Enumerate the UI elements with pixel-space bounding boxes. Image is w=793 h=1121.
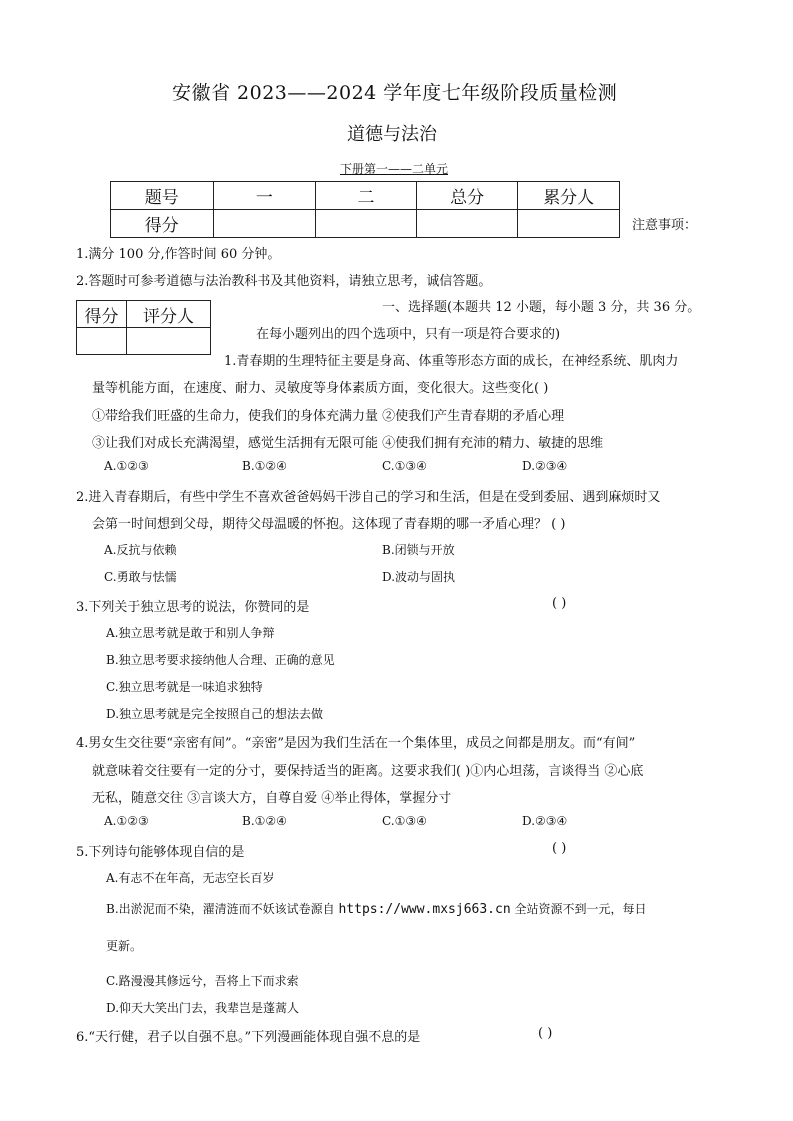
question-5-option-b-text: B.出淤泥而不染，濯清涟而不妖该试卷源自	[106, 902, 335, 916]
question-5-bracket: ( )	[552, 841, 567, 856]
question-3-option-a[interactable]: A.独立思考就是敢于和别人争辩	[106, 626, 275, 640]
score-cell: 得分	[111, 210, 214, 238]
section-heading: 一、选择题(本题共 12 小题，每小题 3 分，共 36 分。	[382, 300, 701, 315]
grader-table	[76, 300, 211, 355]
score-cell	[213, 210, 316, 238]
question-5-option-b[interactable]	[106, 900, 647, 917]
question-5-option-b-continued: 更新。	[106, 939, 143, 953]
question-3-option-d[interactable]: D.独立思考就是完全按照自己的想法去做	[106, 707, 324, 721]
notes-label: 注意事项：	[632, 218, 698, 233]
score-cell: 二	[316, 182, 417, 210]
score-table	[110, 181, 620, 238]
score-cell: 总分	[416, 182, 518, 210]
question-3-bracket: ( )	[552, 596, 567, 611]
score-cell	[316, 210, 417, 238]
grader-name-cell	[127, 328, 211, 355]
question-5-option-d[interactable]: D.仰天大笑出门去，我辈岂是蓬蒿人	[106, 1001, 300, 1015]
grader-score-cell	[77, 328, 127, 355]
question-1-option-b[interactable]: B.①②④	[242, 459, 287, 473]
question-2-option-b[interactable]: B.闭锁与开放	[382, 543, 455, 557]
score-table-score-row	[111, 210, 620, 238]
question-4-option-b[interactable]: B.①②④	[242, 814, 287, 828]
question-1-line: 量等机能方面，在速度、耐力、灵敏度等身体素质方面，变化很大。这些变化( )	[92, 381, 549, 396]
score-cell: 累分人	[518, 182, 620, 210]
question-5-stem: 5.下列诗句能够体现自信的是	[76, 845, 245, 860]
subject-title: 道德与法治	[347, 124, 437, 145]
question-1-option-c[interactable]: C.①③④	[382, 459, 427, 473]
score-cell: 题号	[111, 182, 214, 210]
source-note: 全站资源不到一元，每日	[514, 902, 647, 916]
question-1-statement: ①带给我们旺盛的生命力，使我们的身体充满力量 ②使我们产生青春期的矛盾心理	[92, 409, 565, 424]
question-2-option-d[interactable]: D.波动与固执	[382, 570, 456, 584]
exam-title: 安徽省 2023——2024 学年度七年级阶段质量检测	[172, 82, 618, 104]
question-3-option-c[interactable]: C.独立思考就是一味追求独特	[106, 680, 263, 694]
question-4-line: 无私，随意交往 ③言谈大方，自尊自爱 ④举止得体，掌握分寸	[92, 791, 452, 806]
question-1-line: 1.青春期的生理特征主要是身高、体重等形态方面的成长，在神经系统、肌肉力	[224, 354, 679, 369]
question-1-option-a[interactable]: A.①②③	[104, 459, 149, 473]
unit-range: 下册第一——二单元	[340, 162, 449, 176]
question-4-line: 4.男女生交往要“亲密有间”。“亲密”是因为我们生活在一个集体里，成员之间都是朋友。而“有间”	[76, 736, 636, 751]
question-4-line: 就意味着交往要有一定的分寸，要保持适当的距离。这要求我们( )①内心坦荡，言谈得当 ②心底	[92, 764, 644, 779]
question-1-statement: ③让我们对成长充满渴望，感觉生活拥有无限可能 ④使我们拥有充沛的精力、敏捷的思维	[92, 436, 604, 451]
grader-name-label: 评分人	[127, 301, 211, 328]
question-5-option-c[interactable]: C.路漫漫其修远兮，吾将上下而求索	[106, 974, 299, 988]
question-5-option-a[interactable]: A.有志不在年高，无志空长百岁	[106, 871, 275, 885]
question-2-line: 2.进入青春期后，有些中学生不喜欢爸爸妈妈干涉自己的学习和生活，但是在受到委屈、遇到麻烦时又	[76, 490, 661, 505]
question-3-stem: 3.下列关于独立思考的说法，你赞同的是	[76, 600, 310, 615]
note-item: 2.答题时可参考道德与法治教科书及其他资料，请独立思考，诚信答题。	[76, 274, 492, 289]
score-cell: 一	[213, 182, 316, 210]
score-cell	[518, 210, 620, 238]
question-2-option-c[interactable]: C.勇敢与怯懦	[104, 570, 177, 584]
source-link[interactable]: https://www.mxsj663.cn	[338, 902, 511, 917]
question-6-bracket: ( )	[538, 1026, 553, 1041]
note-item: 1.满分 100 分,作答时间 60 分钟。	[76, 247, 281, 262]
question-2-option-a[interactable]: A.反抗与依赖	[104, 543, 177, 557]
grader-score-label: 得分	[77, 301, 127, 328]
question-4-option-d[interactable]: D.②③④	[522, 814, 568, 828]
score-cell	[416, 210, 518, 238]
section-subheading: 在每小题列出的四个选项中，只有一项是符合要求的)	[256, 327, 561, 342]
question-6-stem: 6.“天行健，君子以自强不息。”下列漫画能体现自强不息的是	[76, 1030, 421, 1045]
score-table-header-row	[111, 182, 620, 210]
question-4-option-a[interactable]: A.①②③	[104, 814, 149, 828]
question-4-option-c[interactable]: C.①③④	[382, 814, 427, 828]
question-3-option-b[interactable]: B.独立思考要求接纳他人合理、正确的意见	[106, 653, 335, 667]
question-2-line: 会第一时间想到父母，期待父母温暖的怀抱。这体现了青春期的哪一矛盾心理？ ( )	[92, 517, 566, 532]
question-1-option-d[interactable]: D.②③④	[522, 459, 568, 473]
